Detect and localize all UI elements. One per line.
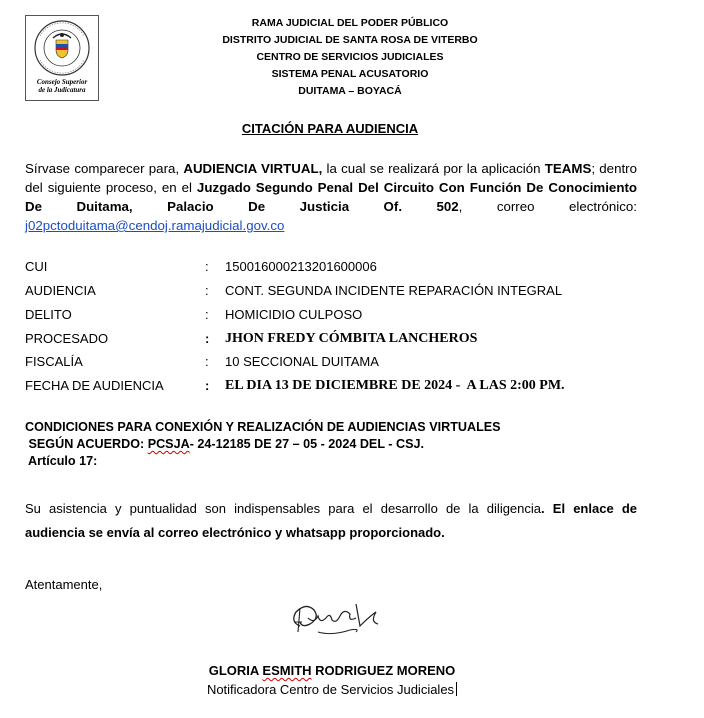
signature-icon <box>278 596 388 646</box>
detail-sep: : <box>205 378 210 393</box>
detail-label: DELITO <box>25 307 72 322</box>
document-title: CITACIÓN PARA AUDIENCIA <box>241 121 419 136</box>
header-line-4: SISTEMA PENAL ACUSATORIO <box>271 68 429 80</box>
conditions-agreement-code: PCSJA <box>147 437 190 451</box>
closing-text: Atentamente, <box>25 577 103 592</box>
header-line-5: DUITAMA – BOYACÁ <box>298 85 402 97</box>
detail-row-fiscalia <box>25 354 665 374</box>
detail-sep: : <box>205 283 209 298</box>
conditions-agreement-prefix: SEGÚN ACUERDO: <box>25 437 148 451</box>
detail-row-audiencia <box>25 283 665 303</box>
detail-label: PROCESADO <box>25 331 109 346</box>
signatory-name <box>0 663 664 678</box>
detail-row-procesado <box>25 331 665 351</box>
signatory-name-middle: ESMITH <box>262 663 312 678</box>
signatory-name-first: GLORIA <box>208 663 263 678</box>
conditions-line-2 <box>25 436 645 453</box>
detail-label: CUI <box>25 259 48 274</box>
detail-row-delito <box>25 307 665 327</box>
notice-bold-text: . El enlace de audiencia se envía al correo electrónico y whatsapp proporcionado. <box>25 501 637 540</box>
court-email-link[interactable]: j02pctoduitama@cendoj.ramajudicial.gov.co <box>25 218 285 233</box>
detail-value: HOMICIDIO CULPOSO <box>225 307 363 322</box>
detail-row-fecha <box>25 378 665 398</box>
notice-text: Su asistencia y puntualidad son indispensables para el desarrollo de la diligencia <box>25 501 542 516</box>
logo-caption-line1: Consejo Superior <box>36 78 88 86</box>
detail-sep: : <box>205 331 210 346</box>
handwritten-signature <box>278 596 388 646</box>
signatory-role <box>0 682 664 697</box>
header-line-2: DISTRITO JUDICIAL DE SANTA ROSA DE VITERBO <box>222 34 478 46</box>
notice-paragraph <box>25 497 637 545</box>
header-line-1: RAMA JUDICIAL DEL PODER PÚBLICO <box>251 17 449 29</box>
detail-sep: : <box>205 354 209 369</box>
detail-label: FECHA DE AUDIENCIA <box>25 378 164 393</box>
signatory-role-text: Notificadora Centro de Servicios Judiciales <box>206 682 455 697</box>
text-cursor <box>456 682 457 696</box>
conditions-line-3: Artículo 17: <box>25 454 98 468</box>
conditions-line-1: CONDICIONES PARA CONEXIÓN Y REALIZACIÓN DE AUDIENCIAS VIRTUALES <box>25 420 501 434</box>
detail-row-cui <box>25 259 665 279</box>
detail-value: 10 SECCIONAL DUITAMA <box>225 354 379 369</box>
intro-text-4: , correo electrónico: <box>458 199 637 214</box>
conditions-agreement-suffix: - 24-12185 DE 27 – 05 - 2024 DEL - CSJ. <box>189 437 424 451</box>
detail-label: FISCALÍA <box>25 354 83 369</box>
intro-text-2: la cual se realizará por la aplicación <box>322 161 545 176</box>
detail-value: CONT. SEGUNDA INCIDENTE REPARACIÓN INTEGRAL <box>225 283 563 298</box>
intro-text-3: ; dentro del siguiente proceso, en el <box>25 161 637 195</box>
detail-value: EL DIA 13 DE DICIEMBRE DE 2024 - A LAS 2:00 PM. <box>225 378 565 393</box>
intro-text-1: Sírvase comparecer para, <box>25 161 184 176</box>
intro-bold-3: Juzgado Segundo Penal Del Circuito Con Función De Conocimiento De Duitama, Palacio De Justicia Of. 502 <box>25 180 637 214</box>
detail-label: AUDIENCIA <box>25 283 96 298</box>
intro-paragraph <box>25 159 637 235</box>
judicial-logo <box>25 15 99 101</box>
intro-bold-2: TEAMS <box>544 161 592 176</box>
signatory-name-last: RODRIGUEZ MORENO <box>311 663 456 678</box>
detail-sep: : <box>205 307 209 322</box>
detail-sep: : <box>205 259 209 274</box>
detail-value: 150016000213201600006 <box>225 259 377 274</box>
logo-caption-line2: de la Judicatura <box>38 86 86 94</box>
detail-value: JHON FREDY CÓMBITA LANCHEROS <box>225 331 478 346</box>
header-line-3: CENTRO DE SERVICIOS JUDICIALES <box>256 51 444 63</box>
intro-bold-1: AUDIENCIA VIRTUAL, <box>183 161 323 176</box>
conditions-heading <box>25 419 645 470</box>
